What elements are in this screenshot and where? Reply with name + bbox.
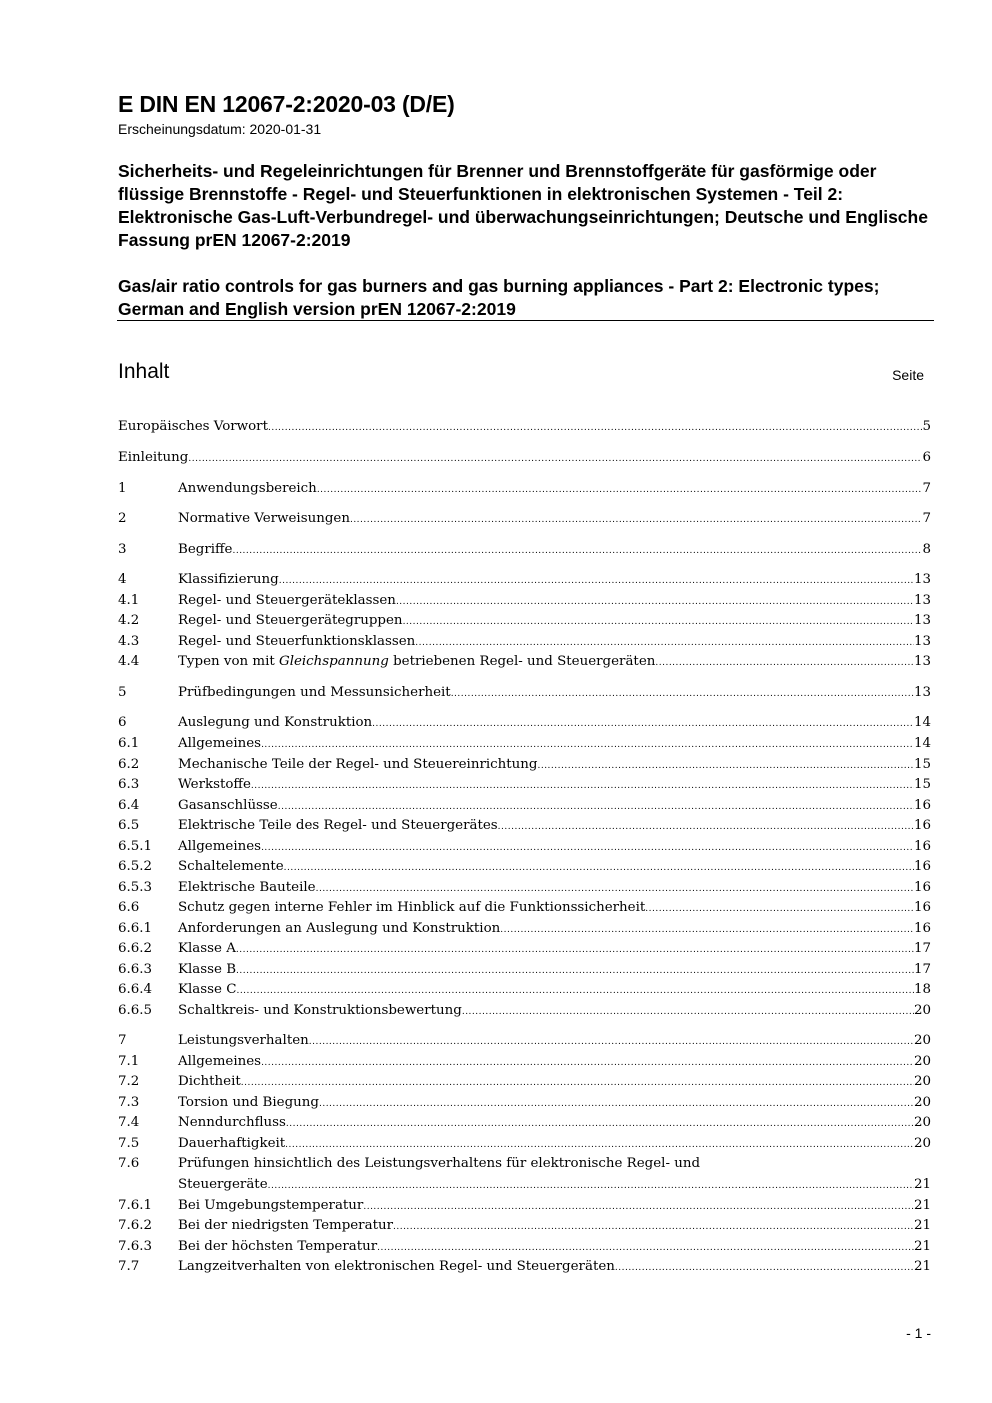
toc-entry-title: Elektrische Teile des Regel- und Steuergerätes — [178, 818, 498, 833]
toc-entry-title: Bei Umgebungstemperatur — [178, 1198, 364, 1213]
toc-entry-title: Anforderungen an Auslegung und Konstruktion — [178, 921, 501, 936]
toc-entry-title: Regel- und Steuerfunktionsklassen — [178, 634, 416, 649]
toc-entry-page: 21 — [913, 1176, 931, 1192]
toc-entry-title: Allgemeines — [178, 839, 262, 854]
toc-entry-number: 7.6 — [118, 1156, 140, 1171]
toc-entry-page: 15 — [913, 777, 931, 792]
toc-entry-title: Anwendungsbereich — [178, 481, 317, 496]
toc-entry-number: 6.5 — [118, 818, 140, 833]
toc-entry-title: Klassifizierung — [178, 572, 279, 587]
toc-entry-number: 6.6.1 — [118, 921, 153, 936]
toc-entry-title: Allgemeines — [178, 736, 262, 751]
toc-entry-title-part: Typen von mit — [178, 654, 279, 669]
toc-entry-number: 6.6.2 — [118, 941, 153, 956]
toc-entry-number: 5 — [118, 685, 127, 700]
toc-entry-title: Klasse C — [178, 982, 237, 997]
toc-dot-leader — [372, 713, 914, 735]
toc-dot-leader — [278, 796, 914, 818]
toc-entry-number: 7.3 — [118, 1095, 140, 1110]
toc-dot-leader — [279, 570, 914, 592]
toc-dot-leader — [462, 1001, 914, 1023]
toc-entry-page: 16 — [913, 859, 931, 874]
toc-entry-page: 16 — [913, 818, 931, 833]
toc-dot-leader — [415, 632, 914, 654]
toc-dot-leader — [645, 898, 914, 920]
toc-entry-page: 21 — [913, 1239, 931, 1254]
title-german: Sicherheits- und Regeleinrichtungen für Brenner und Brennstoffgeräte für gasförmige oder flüssige Brennstoffe - Regel- und Steuerfunktionen in elektronischen Systemen - Teil 2: Elektronische Gas-Luft-Verbundregel- und überwachungseinrichtungen; Deutsche und Englische Fassung prEN 12067-2:2019 — [118, 161, 928, 250]
toc-entry-number: 7.1 — [118, 1054, 140, 1069]
toc-entry-page: 5 — [922, 419, 931, 434]
toc-entry-page: 20 — [913, 1033, 931, 1048]
document-id: E DIN EN 12067-2:2020-03 (D/E) — [118, 91, 455, 117]
toc-dot-leader — [309, 1031, 914, 1053]
toc-entry-number: 4.1 — [118, 593, 140, 608]
toc-entry-number: 7.6.2 — [118, 1218, 153, 1233]
toc-entry-title: Bei der höchsten Temperatur — [178, 1239, 378, 1254]
toc-entry-page: 21 — [913, 1198, 931, 1213]
toc-entry-page: 16 — [913, 798, 931, 813]
publication-date: Erscheinungsdatum: 2020-01-31 — [118, 121, 322, 137]
toc-entry-page: 8 — [922, 542, 931, 557]
toc-dot-leader — [500, 919, 914, 941]
toc-entry-page: 13 — [913, 634, 931, 649]
toc-dot-leader — [236, 939, 914, 961]
toc-entry-page: 20 — [913, 1003, 931, 1018]
toc-page-label: Seite — [892, 367, 924, 383]
toc-entry-title: Einleitung — [118, 450, 189, 465]
toc-dot-leader — [268, 1175, 914, 1197]
toc-entry-page: 7 — [922, 511, 931, 526]
toc-entry-number: 4.4 — [118, 654, 140, 669]
toc-entry-page: 7 — [922, 481, 931, 496]
toc-entry-title: Regel- und Steuergerätegruppen — [178, 613, 403, 628]
toc-dot-leader — [350, 509, 923, 531]
toc-entry-title: Schaltkreis- und Konstruktionsbewertung — [178, 1003, 462, 1018]
toc-dot-leader — [251, 775, 914, 797]
toc-entry-number: 7.5 — [118, 1136, 140, 1151]
toc-entry-number: 6.5.3 — [118, 880, 153, 895]
toc-dot-leader — [261, 1052, 914, 1074]
toc-entry-title: Auslegung und Konstruktion — [178, 715, 373, 730]
toc-entry-page: 14 — [913, 736, 931, 751]
toc-entry-number: 7 — [118, 1033, 127, 1048]
toc-dot-leader — [393, 1216, 914, 1238]
title-english: Gas/air ratio controls for gas burners and gas burning appliances - Part 2: Electronic types; German and English version prEN 12067-2:2019 — [118, 276, 880, 319]
toc-entry-title: Normative Verweisungen — [178, 511, 350, 526]
toc-dot-leader — [498, 816, 914, 838]
toc-entry-page: 17 — [913, 941, 931, 956]
toc-entry-title: Allgemeines — [178, 1054, 262, 1069]
page-number: - 1 - — [906, 1325, 931, 1341]
toc-dot-leader — [615, 1257, 914, 1279]
toc-entry-page: 20 — [913, 1074, 931, 1089]
toc-entry-number: 7.2 — [118, 1074, 140, 1089]
toc-entry-page: 13 — [913, 593, 931, 608]
toc-dot-leader — [236, 960, 914, 982]
toc-dot-leader — [403, 611, 914, 633]
toc-dot-leader — [261, 734, 914, 756]
toc-dot-leader — [655, 652, 914, 674]
toc-entry-title: Gasanschlüsse — [178, 798, 278, 813]
toc-entry-title-part: betriebenen Regel- und Steuergeräten — [388, 654, 656, 669]
toc-entry-number: 6.5.2 — [118, 859, 153, 874]
toc-entry-page: 20 — [913, 1115, 931, 1130]
toc-entry-title: Europäisches Vorwort — [118, 419, 268, 434]
toc-entry-title: Klasse B — [178, 962, 237, 977]
toc-dot-leader — [188, 448, 922, 470]
toc-entry-page: 17 — [913, 962, 931, 977]
toc-entry-number: 6.6.5 — [118, 1003, 153, 1018]
toc-entry-page: 21 — [913, 1259, 931, 1274]
toc-entry-page: 13 — [913, 654, 931, 669]
toc-entry-page: 13 — [913, 613, 931, 628]
toc-dot-leader — [537, 755, 913, 777]
toc-entry-title: Begriffe — [178, 542, 233, 557]
toc-entry-title: Elektrische Bauteile — [178, 880, 316, 895]
toc-entry-number: 6.3 — [118, 777, 140, 792]
toc-entry-page: 13 — [913, 685, 931, 700]
toc-dot-leader — [232, 540, 922, 562]
toc-heading: Inhalt — [118, 360, 170, 383]
toc-entry-number: 4 — [118, 572, 127, 587]
toc-entry-page: 16 — [913, 900, 931, 915]
toc-dot-leader — [285, 1134, 914, 1156]
toc-entry-page: 6 — [922, 450, 931, 465]
toc-entry-page: 13 — [913, 572, 931, 587]
toc-entry-title: Leistungsverhalten — [178, 1033, 309, 1048]
toc-entry-number: 6.4 — [118, 798, 140, 813]
toc-entry-number: 4.3 — [118, 634, 140, 649]
toc-entry-number: 7.6.1 — [118, 1198, 153, 1213]
toc-entry-number: 6 — [118, 715, 127, 730]
toc-entry-page: 16 — [913, 921, 931, 936]
toc-entry-number: 6.2 — [118, 757, 140, 772]
toc-entry-number: 7.4 — [118, 1115, 140, 1130]
toc-entry-number: 6.6.3 — [118, 962, 153, 977]
toc-entry-number: 6.6.4 — [118, 982, 153, 997]
toc-entry-page: 20 — [913, 1095, 931, 1110]
toc-entry-number: 6.6 — [118, 900, 140, 915]
toc-entry-page: 20 — [913, 1054, 931, 1069]
toc-dot-leader — [316, 878, 914, 900]
toc-dot-leader — [319, 1093, 914, 1115]
toc-entry-title: Steuergeräte — [178, 1176, 268, 1192]
toc-dot-leader — [236, 980, 914, 1002]
toc-entry-title: Bei der niedrigsten Temperatur — [178, 1218, 393, 1233]
toc-entry-number: 4.2 — [118, 613, 140, 628]
toc-entry-title: Klasse A — [178, 941, 236, 956]
table-of-contents — [118, 0, 931, 1403]
toc-entry-number: 1 — [118, 481, 127, 496]
toc-entry-title: Langzeitverhalten von elektronischen Regel- und Steuergeräten — [178, 1259, 615, 1274]
toc-entry-page: 14 — [913, 715, 931, 730]
toc-entry-page: 21 — [913, 1218, 931, 1233]
toc-entry-title: Mechanische Teile der Regel- und Steuereinrichtung — [178, 757, 538, 772]
toc-dot-leader — [286, 1113, 914, 1135]
toc-dot-leader — [284, 857, 914, 879]
toc-entry-page: 16 — [913, 839, 931, 854]
toc-entry-number: 6.1 — [118, 736, 140, 751]
toc-dot-leader — [317, 479, 923, 501]
toc-entry-page: 16 — [913, 880, 931, 895]
toc-entry-title-emphasis: Gleichspannung — [279, 654, 389, 669]
toc-entry-number: 3 — [118, 542, 127, 557]
toc-entry-number: 7.6.3 — [118, 1239, 153, 1254]
toc-entry-page: 20 — [913, 1136, 931, 1151]
toc-entry-page: 15 — [913, 757, 931, 772]
toc-dot-leader — [241, 1072, 914, 1094]
toc-dot-leader — [451, 683, 914, 705]
toc-entry-title: Prüfbedingungen und Messunsicherheit — [178, 685, 451, 700]
toc-entry-title: Torsion und Biegung — [178, 1095, 319, 1110]
toc-entry-title: Nenndurchfluss — [178, 1115, 286, 1130]
toc-dot-leader — [261, 837, 914, 859]
toc-entry-title — [178, 652, 655, 673]
toc-entry-number: 2 — [118, 511, 127, 526]
toc-entry-number: 6.5.1 — [118, 839, 153, 854]
toc-dot-leader — [268, 417, 923, 439]
toc-entry-title: Schaltelemente — [178, 859, 284, 874]
toc-entry-title: Schutz gegen interne Fehler im Hinblick auf die Funktionssicherheit — [178, 900, 646, 915]
toc-dot-leader — [363, 1196, 914, 1218]
toc-entry-title: Dichtheit — [178, 1074, 241, 1089]
toc-entry-title-line: Prüfungen hinsichtlich des Leistungsverhaltens für elektronische Regel- und — [178, 1156, 701, 1171]
toc-entry-number: 7.7 — [118, 1259, 140, 1274]
toc-entry-title: Werkstoffe — [178, 777, 251, 792]
toc-dot-leader — [377, 1237, 914, 1259]
toc-entry-title: Dauerhaftigkeit — [178, 1136, 286, 1151]
toc-entry-page: 18 — [913, 982, 931, 997]
toc-dot-leader — [396, 591, 914, 613]
toc-entry-title: Regel- und Steuergeräteklassen — [178, 593, 396, 608]
